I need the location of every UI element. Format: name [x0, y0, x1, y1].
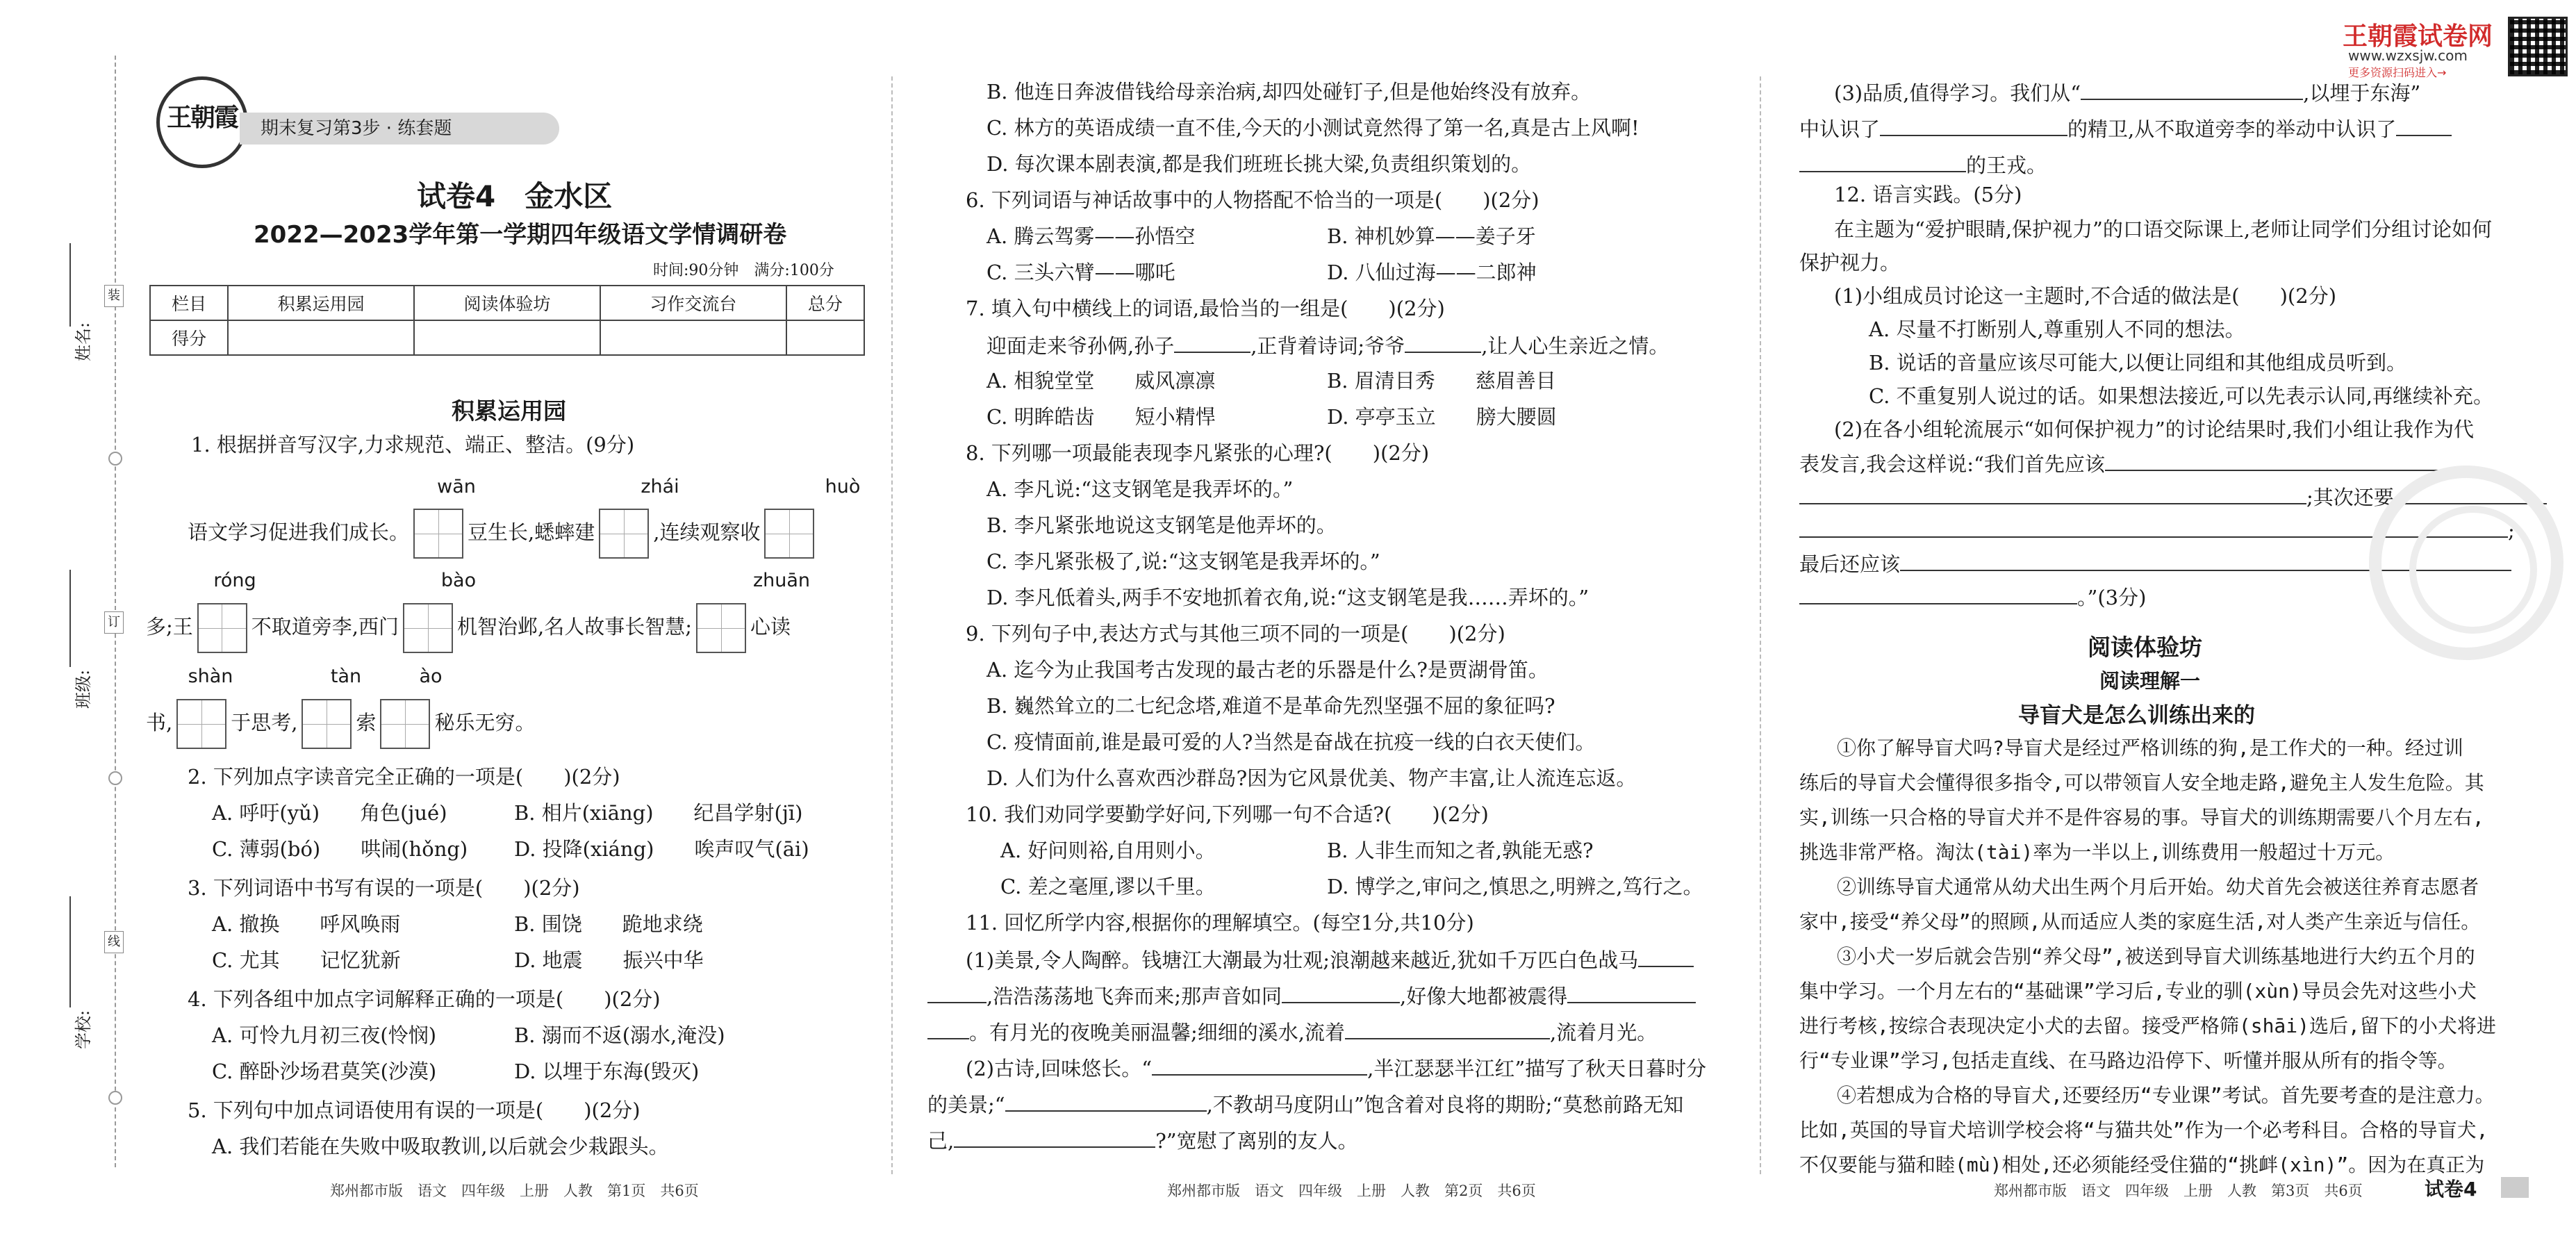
reading-title: 导盲犬是怎么训练出来的: [2018, 703, 2255, 728]
answer-blank[interactable]: [1345, 1017, 1550, 1039]
q11-text: ,半江瑟瑟半江红”描写了秋天日暮时分: [1367, 1057, 1707, 1080]
q1-text: 机智治邺,名人故事长智慧;: [457, 615, 692, 639]
punch-hole: [108, 771, 122, 785]
q6-option-a[interactable]: A. 腾云驾雾——孙悟空: [986, 224, 1196, 248]
margin-mark-xian: 线: [104, 931, 124, 953]
char-box[interactable]: [403, 603, 453, 653]
reading-paragraph-4: [1799, 1078, 2495, 1183]
q12-option-a[interactable]: A. 尽量不打断别人,尊重别人不同的想法。: [1869, 318, 2245, 341]
q8-stem: 8. 下列哪一项最能表现李凡紧张的心理?( )(2分): [966, 441, 1430, 465]
q11-text: ,流着月光。: [1550, 1021, 1658, 1044]
q10-option-b[interactable]: B. 人非生而知之者,孰能无惑?: [1327, 839, 1594, 862]
pinyin: shàn: [188, 666, 233, 687]
q12-option-c[interactable]: C. 不重复别人说过的话。如果想法接近,可以先表示认同,再继续补充。: [1869, 384, 2494, 408]
char-box[interactable]: [764, 509, 814, 559]
q11-text: (1)美景,令人陶醉。钱塘江大潮最为壮观;浪潮越来越近,犹如千万匹白色战马: [966, 948, 1639, 972]
score-cell[interactable]: [414, 320, 600, 355]
q12-sub2-cont: [1799, 582, 2146, 611]
margin-mark-ding: 订: [104, 611, 124, 634]
score-cell[interactable]: [786, 320, 864, 355]
qr-code-icon[interactable]: [2508, 17, 2568, 76]
q5-option-d[interactable]: D. 每次课本剧表演,都是我们班班长挑大梁,负责组织策划的。: [986, 152, 1532, 176]
score-header-cell: 阅读体验坊: [414, 286, 600, 320]
q1-text: 不取道旁李,西门: [251, 615, 399, 639]
q2-option-b[interactable]: B. 相片(xiāng) 纪昌学射(jī): [514, 801, 803, 825]
page-footer: 郑州都市版 语文 四年级 上册 人教 第3页 共6页: [1994, 1183, 2363, 1199]
q6-option-c[interactable]: C. 三头六臂——哪吒: [986, 261, 1175, 284]
column-divider: [1760, 76, 1761, 1174]
answer-blank[interactable]: [2081, 78, 2303, 100]
margin-mark-zhuang: 装: [104, 285, 124, 307]
q2-stem: 2. 下列加点字读音完全正确的一项是( )(2分): [188, 765, 620, 789]
q11-part3: [1834, 78, 2420, 107]
brand-name: 王朝霞试卷网: [2343, 22, 2493, 51]
q11-part1-cont: [927, 1017, 1657, 1046]
score-table-header-row: [150, 286, 864, 320]
q12-stem: 12. 语言实践。(5分): [1834, 183, 2022, 206]
paper-tag-bar: [2501, 1177, 2529, 1198]
q11-text: 己,: [927, 1129, 955, 1153]
q4-option-c[interactable]: C. 醉卧沙场君莫笑(沙漠): [212, 1060, 437, 1083]
reading-line: 实,训练一只合格的导盲犬并不是件容易的事。导盲犬的训练期需要八个月左右,: [1799, 806, 2484, 829]
answer-blank[interactable]: [1799, 582, 2077, 604]
q11-part2-cont: [927, 1089, 1683, 1119]
q12-text: 最后还应该: [1799, 552, 1901, 576]
section-heading-yuedu: 阅读体验坊: [2088, 634, 2202, 661]
q11-text: ,浩浩荡荡地飞奔而来;那声音如同: [986, 985, 1282, 1008]
header-banner: 期末复习第3步 · 练套题: [240, 113, 559, 145]
reading-line: 家中,接受“养父母”的照顾,从而适应人类的家庭生活,对人类产生亲近与信任。: [1799, 910, 2481, 933]
reading-line: ②训练导盲犬通常从幼犬出生两个月后开始。幼犬首先会被送往养育志愿者: [1837, 875, 2479, 898]
q7-option-b[interactable]: B. 眉清目秀 慈眉善目: [1327, 369, 1556, 393]
q9-option-b[interactable]: B. 巍然耸立的二七纪念塔,难道不是革命先烈坚强不屈的象征吗?: [986, 694, 1555, 718]
q7-sentence: [986, 331, 1669, 360]
q3-option-c[interactable]: C. 尤其 记忆犹新: [212, 948, 401, 972]
q12-intro: 保护视力。: [1799, 251, 1901, 274]
class-blank[interactable]: [69, 570, 71, 667]
q4-stem: 4. 下列各组中加点字词解释正确的一项是( )(2分): [188, 987, 661, 1011]
reading-line: 挑选非常严格。淘汰(tài)率为一半以上,训练费用一般超过十万元。: [1799, 841, 2395, 864]
score-cell[interactable]: [600, 320, 786, 355]
watermark-seal: [2369, 466, 2563, 660]
q12-text: 表发言,我会这样说:“我们首先应该: [1799, 452, 2105, 476]
q8-option-d[interactable]: D. 李凡低着头,两手不安地抓着衣角,说:“这支钢笔是我……弄坏的。”: [986, 586, 1590, 609]
answer-blank[interactable]: [1638, 945, 1694, 967]
q9-option-c[interactable]: C. 疫情面前,谁是最可爱的人?当然是奋战在抗疫一线的白衣天使们。: [986, 730, 1596, 754]
q1-text: 豆生长,蟋蟀建: [468, 520, 595, 544]
reading-line: ④若想成为合格的导盲犬,还要经历“专业课”考试。首先要考查的是注意力。: [1837, 1084, 2495, 1107]
q4-option-d[interactable]: D. 以埋于东海(毁灭): [514, 1060, 700, 1083]
q11-text: 中认识了: [1799, 117, 1881, 141]
answer-blank[interactable]: [1567, 981, 1696, 1003]
pinyin: wān: [437, 476, 476, 497]
school-label: 学校:: [74, 1010, 93, 1049]
q12-text: ;其次还要: [2306, 486, 2394, 509]
q12-sub2: (2)在各小组轮流展示“如何保护视力”的讨论结果时,我们小组让我作为代: [1834, 418, 2474, 441]
q8-option-a[interactable]: A. 李凡说:“这支钢笔是我弄坏的。”: [986, 477, 1294, 501]
q11-part2-cont: [927, 1126, 1358, 1155]
page-footer: 郑州都市版 语文 四年级 上册 人教 第1页 共6页: [330, 1183, 699, 1199]
q3-option-a[interactable]: A. 撤换 呼风唤雨: [212, 912, 401, 936]
pinyin: zhuān: [752, 570, 811, 591]
exam-subtitle: 2022—2023学年第一学期四年级语文学情调研卷: [254, 221, 787, 249]
answer-blank[interactable]: [1174, 331, 1250, 353]
answer-blank[interactable]: [954, 1126, 1155, 1148]
q12-option-b[interactable]: B. 说话的音量应该尽可能大,以便让同组和其他组成员听到。: [1869, 351, 2406, 374]
q10-option-d[interactable]: D. 博学之,审问之,慎思之,明辨之,笃行之。: [1327, 875, 1703, 898]
exam-meta: 时间:90分钟 满分:100分: [653, 262, 834, 279]
q11-text: 。有月光的夜晚美丽温馨;细细的溪水,流着: [969, 1021, 1345, 1044]
q7-stem: 7. 填入句中横线上的词语,最恰当的一组是( )(2分): [966, 297, 1445, 320]
answer-blank[interactable]: [1405, 331, 1481, 353]
pinyin: ào: [419, 666, 443, 687]
answer-blank[interactable]: [1152, 1053, 1367, 1076]
score-header-cell: 积累运用园: [228, 286, 414, 320]
q5-stem: 5. 下列句中加点词语使用有误的一项是( )(2分): [188, 1098, 641, 1122]
pinyin: tàn: [330, 666, 362, 687]
q11-text: 的王戎。: [1966, 154, 2047, 177]
q1-text: 索: [356, 711, 377, 734]
score-header-cell: 习作交流台: [600, 286, 786, 320]
brand-slogan: 更多资源扫码进入→: [2348, 66, 2447, 79]
char-box[interactable]: [176, 699, 226, 749]
q1-text: 秘乐无穷。: [434, 711, 536, 734]
q11-text: (2)古诗,回味悠长。“: [966, 1057, 1153, 1080]
pinyin: huò: [825, 476, 861, 497]
q11-stem: 11. 回忆所学内容,根据你的理解填空。(每空1分,共10分): [966, 911, 1474, 935]
q9-stem: 9. 下列句子中,表达方式与其他三项不同的一项是( )(2分): [966, 622, 1505, 645]
school-blank[interactable]: [69, 896, 71, 1007]
q11-text: ,不教胡马度阴山”饱含着对良将的期盼;“莫愁前路无知: [1206, 1093, 1684, 1117]
reading-line: 行“专业课”学习,包括走直线、在马路边沿停下、听懂并服从所有的指令等。: [1799, 1049, 2457, 1072]
pinyin: zhái: [641, 476, 679, 497]
q3-stem: 3. 下列词语中书写有误的一项是( )(2分): [188, 876, 580, 900]
char-box[interactable]: [380, 699, 430, 749]
q11-text: (3)品质,值得学习。我们从“: [1834, 81, 2081, 105]
q12-text: 。”(3分): [2077, 586, 2147, 609]
q7-option-c[interactable]: C. 明眸皓齿 短小精悍: [986, 405, 1216, 429]
q11-part3-cont: [1799, 114, 2452, 143]
q10-stem: 10. 我们劝同学要勤学好问,下列哪一句不合适?( )(2分): [966, 802, 1489, 826]
q1-text: ,连续观察收: [653, 520, 761, 544]
name-label: 姓名:: [74, 322, 93, 361]
q1-row2: [146, 602, 791, 653]
q7-text: ,让人心生亲近之情。: [1481, 334, 1669, 358]
q2-option-a[interactable]: A. 呼吁(yǔ) 角色(jué): [212, 801, 447, 825]
q2-option-c[interactable]: C. 薄弱(bó) 哄闹(hǒng): [212, 837, 468, 861]
q12-sub2-cont: [1799, 449, 2491, 478]
q1-row1: [188, 507, 818, 559]
q7-text: ,正背着诗词;爷爷: [1250, 334, 1405, 358]
reading-line: 集中学习。一个月左右的“基础课”学习后,专业的驯(xùn)导员会先对这些小犬: [1799, 980, 2477, 1003]
answer-blank[interactable]: [1282, 981, 1400, 1003]
q1-text: 于思考,: [231, 711, 298, 734]
q1-stem: 1. 根据拼音写汉字,力求规范、端正、整洁。(9分): [191, 433, 635, 456]
answer-blank[interactable]: [1799, 482, 2306, 504]
reading-line: 不仅要能与猫和睦(mù)相处,还必须能经受住猫的“挑衅(xìn)”。因为在真正为: [1799, 1153, 2485, 1176]
q11-part2: [966, 1053, 1706, 1083]
q11-part1-cont: [927, 981, 1696, 1010]
reading-paragraph-3: [1799, 939, 2496, 1078]
score-table-row: [150, 320, 864, 355]
q11-part1: [966, 945, 1694, 974]
score-table: [149, 285, 865, 356]
q1-text: 心读: [750, 615, 791, 639]
answer-blank[interactable]: [927, 981, 986, 1003]
paper-tag: 试卷4: [2425, 1178, 2477, 1201]
reading-line: 进行考核,按综合表现决定小犬的去留。接受严格筛(shāi)选后,留下的小犬将进: [1799, 1014, 2496, 1037]
answer-blank[interactable]: [1005, 1089, 1207, 1112]
answer-blank[interactable]: [2105, 449, 2491, 471]
char-box[interactable]: [696, 603, 746, 653]
punch-hole: [108, 1091, 122, 1105]
exam-title: 试卷4 金水区: [417, 179, 613, 213]
q12-intro: 在主题为“爱护眼睛,保护视力”的口语交际课上,老师让同学们分组讨论如何: [1834, 217, 2493, 241]
name-blank[interactable]: [69, 243, 71, 327]
q1-text: 语文学习促进我们成长。: [188, 520, 410, 544]
score-row-label: 得分: [150, 320, 228, 355]
q1-text: 多;王: [146, 615, 193, 639]
logo: [156, 76, 248, 168]
reading-line: 练后的导盲犬会懂得很多指令,可以带领盲人安全地走路,避免主人发生危险。其: [1799, 771, 2484, 794]
q7-option-a[interactable]: A. 相貌堂堂 威风凛凛: [986, 369, 1216, 393]
q9-option-d[interactable]: D. 人们为什么喜欢西沙群岛?因为它风景优美、物产丰富,让人流连忘返。: [986, 766, 1637, 790]
q6-option-d[interactable]: D. 八仙过海——二郎神: [1327, 261, 1537, 284]
reading-line: 比如,英国的导盲犬培训学校会将“与猫共处”作为一个必考科目。合格的导盲犬,: [1799, 1119, 2488, 1142]
q11-text: ,好像大地都被震得: [1400, 985, 1568, 1008]
char-box[interactable]: [413, 509, 463, 559]
q8-option-b[interactable]: B. 李凡紧张地说这支钢笔是他弄坏的。: [986, 513, 1337, 537]
column-divider: [891, 76, 893, 1174]
q5-option-c[interactable]: C. 林方的英语成绩一直不佳,今天的小测试竟然得了第一名,真是古上风啊!: [986, 116, 1640, 140]
q7-text: 迎面走来爷孙俩,孙子: [986, 334, 1175, 358]
answer-blank[interactable]: [1880, 114, 2067, 136]
char-box[interactable]: [302, 699, 352, 749]
score-header-cell: 栏目: [150, 286, 228, 320]
answer-blank[interactable]: [2396, 114, 2452, 136]
q7-option-d[interactable]: D. 亭亭玉立 膀大腰圆: [1327, 405, 1557, 429]
q11-text: 的美景;“: [927, 1093, 1005, 1117]
q11-text: ?”宽慰了离别的友人。: [1155, 1129, 1358, 1153]
reading-paragraph-1: [1799, 731, 2484, 870]
q4-option-b[interactable]: B. 溺而不返(溺水,淹没): [514, 1023, 725, 1047]
brand-url[interactable]: www.wzxsjw.com: [2348, 47, 2468, 64]
q10-option-a[interactable]: A. 好问则裕,自用则小。: [1000, 839, 1216, 862]
q8-option-c[interactable]: C. 李凡紧张极了,说:“这支钢笔是我弄坏的。”: [986, 550, 1380, 573]
q6-option-b[interactable]: B. 神机妙算——姜子牙: [1327, 224, 1536, 248]
q3-option-d[interactable]: D. 地震 振兴中华: [514, 948, 704, 972]
answer-blank[interactable]: [1799, 150, 1966, 172]
q12-text: ;: [2508, 519, 2515, 543]
q10-option-c[interactable]: C. 差之毫厘,谬以千里。: [1000, 875, 1216, 898]
section-heading-jilei: 积累运用园: [452, 397, 566, 425]
score-header-cell: 总分: [786, 286, 864, 320]
q11-part3-cont: [1799, 150, 2047, 179]
q3-option-b[interactable]: B. 围饶 跪地求绕: [514, 912, 703, 936]
section-heading-lijie: 阅读理解一: [2099, 669, 2201, 693]
page-footer: 郑州都市版 语文 四年级 上册 人教 第2页 共6页: [1167, 1183, 1536, 1199]
q2-option-d[interactable]: D. 投降(xiáng) 唉声叹气(āi): [514, 837, 809, 861]
reading-paragraph-2: [1799, 870, 2480, 939]
score-cell[interactable]: [228, 320, 414, 355]
q5-option-a[interactable]: A. 我们若能在失败中吸取教训,以后就会少栽跟头。: [212, 1135, 669, 1158]
q6-stem: 6. 下列词语与神话故事中的人物搭配不恰当的一项是( )(2分): [966, 188, 1539, 212]
answer-blank[interactable]: [927, 1017, 969, 1039]
logo-text: 王朝霞: [166, 104, 238, 132]
char-box[interactable]: [197, 603, 247, 653]
pinyin: róng: [213, 570, 256, 591]
q1-text: 书,: [146, 711, 173, 734]
class-label: 班级:: [74, 669, 93, 709]
q11-text: ,以埋于东海”: [2303, 81, 2421, 105]
q4-option-a[interactable]: A. 可怜九月初三夜(怜悯): [212, 1023, 437, 1047]
punch-hole: [108, 452, 122, 466]
q1-row3: [146, 698, 535, 749]
q11-text: 的精卫,从不取道旁李的举动中认识了: [2067, 117, 2397, 141]
q12-sub1: (1)小组成员讨论这一主题时,不合适的做法是( )(2分): [1834, 284, 2337, 308]
reading-line: ①你了解导盲犬吗?导盲犬是经过严格训练的狗,是工作犬的一种。经过训: [1837, 736, 2463, 759]
q9-option-a[interactable]: A. 迄今为止我国考古发现的最古老的乐器是什么?是贾湖骨笛。: [986, 658, 1549, 682]
reading-line: ③小犬一岁后就会告别“养父母”,被送到导盲犬训练基地进行大约五个月的: [1837, 945, 2475, 968]
char-box[interactable]: [599, 509, 649, 559]
q5-option-b[interactable]: B. 他连日奔波借钱给母亲治病,却四处碰钉子,但是他始终没有放弃。: [986, 80, 1592, 104]
pinyin: bào: [440, 570, 477, 591]
